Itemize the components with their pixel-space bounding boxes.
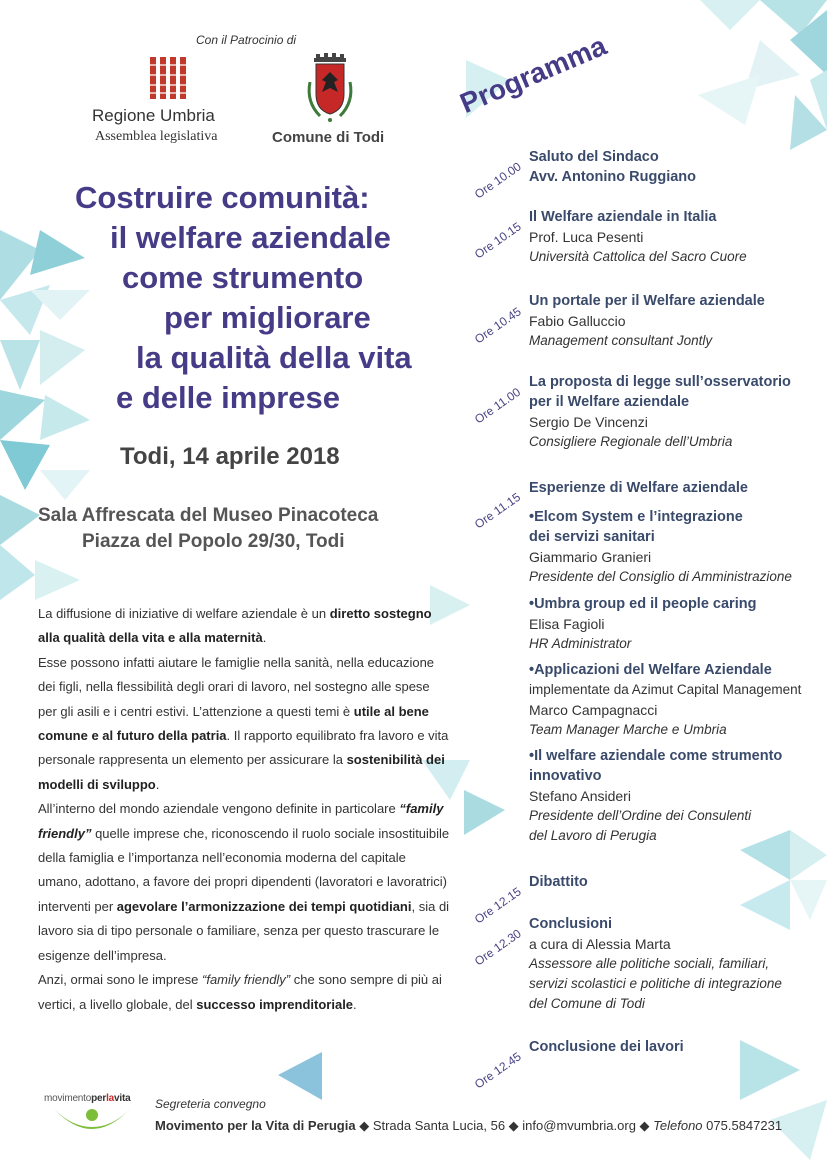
venue-line-2: Piazza del Popolo 29/30, Todi bbox=[82, 531, 345, 552]
time-1: Ore 10.00 bbox=[472, 159, 524, 202]
title-line-5: la qualità della vita bbox=[136, 340, 412, 375]
program-item-2: Il Welfare aziendale in Italia Prof. Luca Pesenti Università Cattolica del Sacro Cuore bbox=[529, 209, 747, 264]
time-7: Ore 12.30 bbox=[472, 926, 524, 969]
program-item-3: Un portale per il Welfare aziendale Fabio Galluccio Management consultant Jontly bbox=[529, 293, 765, 348]
region-subtitle: Assemblea legislativa bbox=[95, 129, 218, 144]
event-date: Todi, 14 aprile 2018 bbox=[120, 443, 340, 470]
title-line-6: e delle imprese bbox=[116, 380, 341, 415]
program-subitem-2: •Umbra group ed il people caring Elisa Fagioli HR Administrator bbox=[529, 596, 757, 651]
title-line-4: per migliorare bbox=[164, 300, 371, 335]
program-item-5: Esperienze di Welfare aziendale bbox=[529, 480, 748, 496]
time-4: Ore 11.00 bbox=[472, 384, 524, 427]
time-2: Ore 10.15 bbox=[472, 219, 524, 262]
secretary-label: Segreteria convegno bbox=[155, 1097, 266, 1111]
title-line-3: come strumento bbox=[122, 260, 364, 295]
title-line-2: il welfare aziendale bbox=[110, 220, 391, 255]
city-name: Comune di Todi bbox=[272, 129, 385, 146]
programma-title: Programma bbox=[455, 29, 611, 120]
time-8: Ore 12.45 bbox=[472, 1049, 524, 1092]
regione-umbria-logo-icon bbox=[148, 55, 188, 101]
patronage-label: Con il Patrocinio di bbox=[196, 33, 297, 47]
program-item-1: Saluto del Sindaco Avv. Antonino Ruggiano bbox=[529, 149, 696, 185]
program-subitem-1: •Elcom System e l’integrazione dei servizi sanitari Giammario Granieri Presidente del Consiglio di Amministrazione bbox=[529, 509, 792, 584]
program-item-6: Dibattito bbox=[529, 874, 588, 890]
program-item-4: La proposta di legge sull’osservatorio per il Welfare aziendale Sergio De Vincenzi Consigliere Regionale dell’Umbria bbox=[529, 374, 791, 449]
movimento-per-la-vita-logo-icon bbox=[52, 1105, 132, 1141]
contact-line: Movimento per la Vita di Perugia ◆ Strada Santa Lucia, 56 ◆ info@mvumbria.org ◆ Telefono 075.5847231 bbox=[155, 1118, 783, 1133]
region-name: Regione Umbria bbox=[92, 106, 215, 125]
title-line-1: Costruire comunità: bbox=[75, 180, 370, 215]
comune-di-todi-crest-icon bbox=[302, 52, 358, 124]
time-3: Ore 10.45 bbox=[472, 304, 524, 347]
time-5: Ore 11.15 bbox=[472, 489, 524, 532]
program-item-7: Conclusioni a cura di Alessia Marta Assessore alle politiche sociali, familiari, servizi scolastici e politiche di integrazione del Comune di Todi bbox=[529, 916, 782, 1011]
venue-line-1: Sala Affrescata del Museo Pinacoteca bbox=[38, 505, 379, 526]
program-item-8: Conclusione dei lavori bbox=[529, 1039, 684, 1055]
program-subitem-4: •Il welfare aziendale come strumento innovativo Stefano Ansideri Presidente dell’Ordine dei Consulenti del Lavoro di Perugia bbox=[529, 748, 783, 843]
time-6: Ore 12.15 bbox=[472, 884, 524, 927]
program-subitem-3: •Applicazioni del Welfare Aziendale implementate da Azimut Capital Management Marco Campagnacci Team Manager Marche e Umbria bbox=[529, 662, 802, 737]
movimento-per-la-vita-logo-text: movimentoperlavita bbox=[44, 1093, 131, 1104]
body-text: La diffusione di iniziative di welfare aziendale è un diretto sostegno alla qualità della vita e alla maternità. Esse possono infatti aiutare le famiglie nella sanità, nella educazione dei figli, nella flessibilità degli orari di lavoro, nel sostegno alle spese per gli asili e i centri estivi. L’attenzione a questi temi è utile al bene comune e al futuro della patria. Il rapporto equilibrato fra lavoro e vita personale rappresenta un elemento per assicurare la sostenibilità dei modelli di sviluppo. All’interno del mondo aziendale vengono definite in particolare “family friendly” quelle imprese che, riconoscendo il ruolo sociale insostituibile della famiglia e l’importanza nell’economia moderna del capitale umano, adottano, a favore dei propri dipendenti (lavoratori e lavoratrici) interventi per agevolare l’armonizzazione dei tempi quotidiani, sia di lavoro sia di tipo personale o familiare, senza per questo trascurare le esigenze dell’impresa. Anzi, ormai sono le imprese “family friendly” che sono sempre di più ai vertici, a livello globale, del successo imprenditoriale. bbox=[38, 606, 450, 1012]
